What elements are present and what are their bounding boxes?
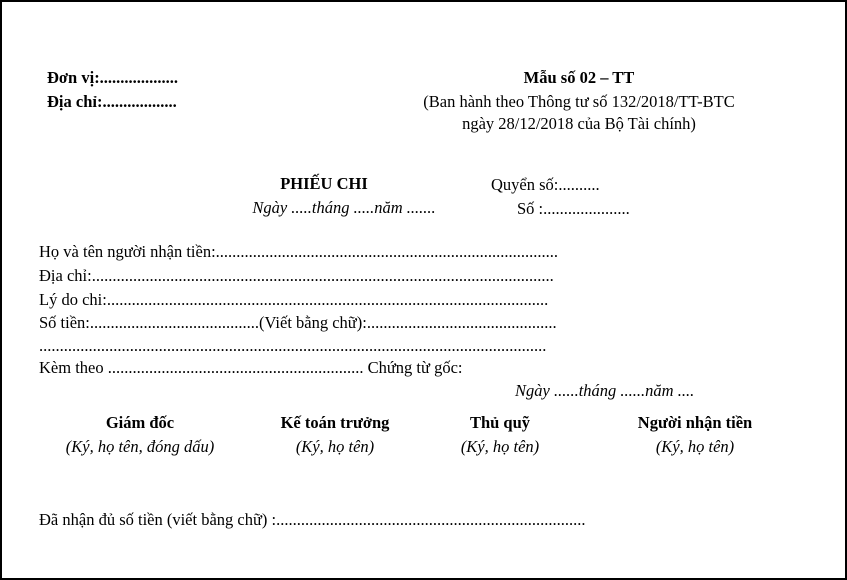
voucher-number: Số :..................... xyxy=(517,199,630,218)
signature-role-cashier: Thủ quỹ xyxy=(469,413,531,432)
payment-reason-field: Lý do chi:........................................................................................................... xyxy=(39,290,549,309)
signature-role-recipient: Người nhận tiền xyxy=(637,413,753,432)
signature-role-director: Giám đốc xyxy=(105,413,175,432)
signature-note-recipient: (Ký, họ tên) xyxy=(655,437,735,456)
issued-by-line2: ngày 28/12/2018 của Bộ Tài chính) xyxy=(462,114,696,133)
book-number: Quyển số:.......... xyxy=(491,175,600,194)
recipient-address-field: Địa chỉ:................................................................................................................ xyxy=(39,266,554,285)
signature-role-chief-accountant: Kế toán trưởng xyxy=(280,413,390,432)
signature-note-director: (Ký, họ tên, đóng dấu) xyxy=(65,437,215,456)
amount-continuation-line: ........................................................................................................................... xyxy=(39,336,547,355)
voucher-title: PHIẾU CHI xyxy=(280,174,368,193)
unit-field: Đơn vị:................... xyxy=(47,68,179,87)
voucher-date: Ngày .....tháng .....năm ....... xyxy=(252,198,436,217)
issued-by-line1: (Ban hành theo Thông tư số 132/2018/TT-BTC xyxy=(423,92,735,111)
signature-note-cashier: (Ký, họ tên) xyxy=(460,437,540,456)
amount-field: Số tiền:.........................................(Viết bằng chữ):.............................................. xyxy=(39,313,557,332)
received-amount-field: Đã nhận đủ số tiền (viết bằng chữ) :........................................................................... xyxy=(39,510,586,529)
signature-date: Ngày ......tháng ......năm .... xyxy=(515,381,695,400)
form-number: Mẫu số 02 – TT xyxy=(523,68,635,87)
signature-note-chief-accountant: (Ký, họ tên) xyxy=(295,437,375,456)
attached-documents-field: Kèm theo .............................................................. Chứng từ gốc: xyxy=(39,358,463,377)
recipient-name-field: Họ và tên người nhận tiền:................................................................................... xyxy=(39,242,559,261)
address-header-field: Địa chỉ:.................. xyxy=(47,92,177,111)
